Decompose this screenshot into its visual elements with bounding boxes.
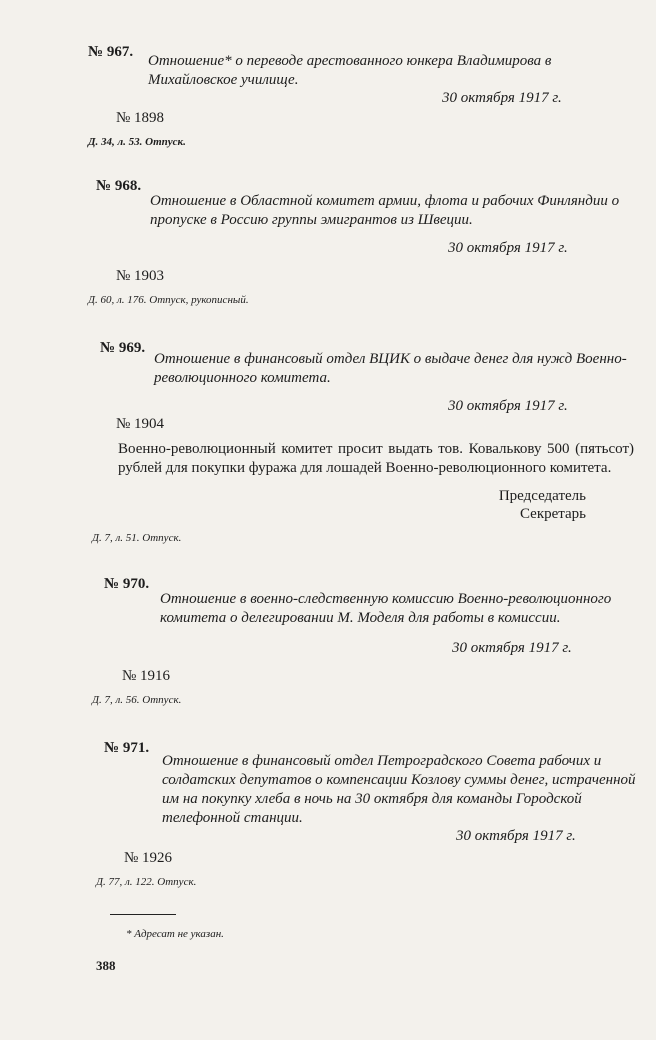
doc-title: Отношение в Областной комитет армии, флота и рабочих Финляндии о пропуске в Россию группы эмигрантов из Швеции. — [150, 193, 620, 228]
doc-title: Отношение* о переводе арестованного юнкера Владимирова в Михайловское училище. — [148, 53, 552, 88]
doc-date: 30 октября 1917 г. — [452, 640, 572, 656]
signature-chair: Председатель — [498, 488, 586, 504]
doc-archive-ref: Д. 60, л. 176. Отпуск, рукописный. — [88, 294, 249, 306]
footnote: * Адресат не указан. — [126, 928, 224, 940]
doc-reg-number: № 1904 — [116, 416, 165, 432]
doc-title: Отношение в военно-следственную комиссию Военно-революционного комитета о делегировании М. Моделя для работы в комиссии. — [160, 591, 612, 626]
doc-title: Отношение в финансовый отдел Петроградского Совета рабочих и солдатских депутатов о компенсации Козлову суммы денег, истраченной им на покупку хлеба в ночь на 30 октября для команды Городской телефонной станции. — [162, 753, 636, 826]
doc-number: № 967. — [88, 44, 134, 60]
doc-archive-ref: Д. 77, л. 122. Отпуск. — [96, 876, 197, 888]
doc-number: № 971. — [104, 740, 150, 756]
doc-date: 30 октября 1917 г. — [448, 398, 568, 414]
doc-reg-number: № 1916 — [122, 668, 171, 684]
doc-body: Военно-революционный комитет просит выдать тов. Ковалькову 500 (пятьсот) рублей для покупки фуража для лошадей Военно-революционного комитета. — [118, 441, 634, 476]
footnote-divider — [110, 914, 176, 915]
doc-number: № 970. — [104, 576, 150, 592]
doc-reg-number: № 1926 — [124, 850, 173, 866]
doc-archive-ref: Д. 7, л. 51. Отпуск. — [92, 532, 182, 544]
doc-date: 30 октября 1917 г. — [456, 828, 576, 844]
doc-number: № 968. — [96, 178, 142, 194]
doc-title: Отношение в финансовый отдел ВЦИК о выдаче денег для нужд Военно-революционного комитета. — [154, 351, 627, 386]
doc-archive-ref: Д. 34, л. 53. Отпуск. — [88, 136, 186, 148]
page-number: 388 — [96, 958, 116, 973]
signature-secretary: Секретарь — [519, 506, 586, 522]
doc-archive-ref: Д. 7, л. 56. Отпуск. — [92, 694, 182, 706]
doc-number: № 969. — [100, 340, 146, 356]
doc-date: 30 октября 1917 г. — [448, 240, 568, 256]
doc-date: 30 октября 1917 г. — [442, 90, 562, 106]
doc-reg-number: № 1898 — [116, 110, 165, 126]
doc-reg-number: № 1903 — [116, 268, 165, 284]
